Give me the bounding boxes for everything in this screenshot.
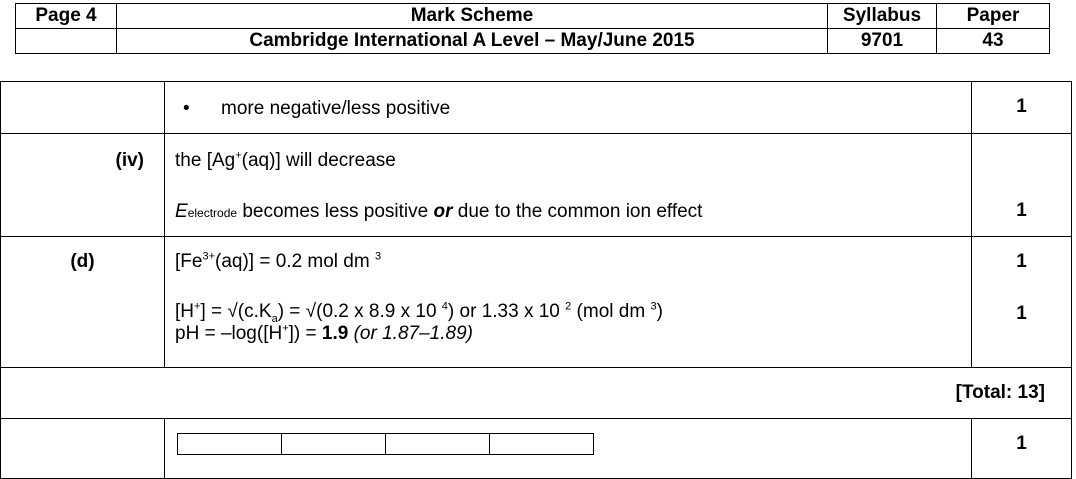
answer-cell (165, 134, 972, 237)
mark-value: 1 (1016, 200, 1027, 221)
question-label: (d) (1, 237, 165, 368)
paper-code: 43 (937, 29, 1050, 54)
answer-row (1, 237, 1072, 368)
answer-text: the [Ag+(aq)] will decrease (175, 149, 396, 171)
mark-value: 1 (1016, 433, 1027, 454)
syllabus-label: Syllabus (828, 4, 937, 29)
header-table (15, 3, 1050, 54)
total-marks: [Total: 13] (955, 382, 1045, 403)
paper-label: Paper (937, 4, 1050, 29)
question-label: (iv) (1, 134, 165, 237)
answer-text: $[H^+] = √(c.K_a) = √(0.2$ x 8.9 x 10 $^4$) or 1.33 x 10 $^2$ (mol dm $^3$) (175, 300, 663, 325)
mark-value: 1 (1016, 303, 1027, 324)
mark-value: 1 (1016, 251, 1027, 272)
answer-text: pH = –log([H+]) = 1.9 (or 1.87–1.89) (175, 322, 473, 344)
answer-cell (165, 419, 972, 479)
header-empty-cell (16, 29, 117, 54)
question-label (1, 419, 165, 479)
qualification: Cambridge International A Level – May/June 2015 (117, 29, 828, 54)
document-title: Mark Scheme (117, 4, 828, 29)
list-item (175, 96, 971, 122)
mark-cell (972, 237, 1072, 368)
answer-text: more negative/less positive (221, 98, 451, 119)
mark-cell (972, 419, 1072, 479)
bullet-icon: • (183, 98, 190, 119)
answer-cell (165, 237, 972, 368)
mark-value: 1 (1016, 96, 1027, 117)
answer-text: Eelectrode becomes less positive or due to the common ion effect (175, 201, 703, 222)
answer-row (1, 134, 1072, 237)
total-cell (1, 368, 1072, 419)
answer-cell (165, 82, 972, 134)
mark-cell (972, 82, 1072, 134)
answer-text: $[Fe^{3+}(aq)] = 0.2$ mol dm $^3$ (175, 250, 382, 272)
question-label (1, 82, 165, 134)
answer-row (1, 82, 1072, 134)
answer-grid (177, 433, 594, 455)
mark-cell (972, 134, 1072, 237)
total-row (1, 368, 1072, 419)
answer-row (1, 419, 1072, 479)
page-number: Page 4 (16, 4, 117, 29)
mark-scheme-table (0, 81, 1072, 479)
syllabus-code: 9701 (828, 29, 937, 54)
